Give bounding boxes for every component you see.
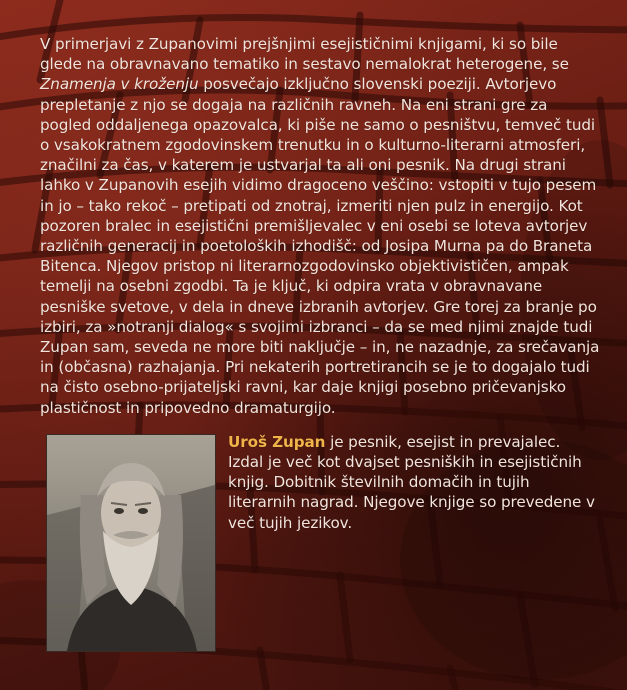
back-cover-text bbox=[40, 34, 600, 650]
description-paragraph bbox=[40, 34, 600, 418]
book-title: Znamenja v kroženju bbox=[40, 75, 199, 94]
description-text-rest: posvečajo izključno slovenski poeziji. Avtorjevo prepletanje z njo se dogaja na različnih ravneh. Na eni strani gre za pogled oddaljenega opazovalca, ki piše ne samo o pesništvu, temveč tudi o vsakokratnem zgodovinskem trenutku in o kulturno-literarni atmosferi, značilni za čas, v katerem je ustvarjal ta ali oni pesnik. Na drugi strani lahko v Zupanovih esejih vidimo dragoceno veščino: vstopiti v tujo pesem in jo – tako rekoč – pretipati od znotraj, izmeriti njen pulz in energijo. Kot pozoren bralec in esejistični premišljevalec v eni osebi se loteva avtorjev različnih generacij in poetoloških izhodišč: od Josipa Murna pa do Braneta Bitenca. Njegov pristop ni literarnozgodovinsko objektivističen, ampak temelji na osebni zgodbi. Ta je ključ, ki odpira vrata v obravnavane pesniške svetove, v dela in dneve izbranih avtorjev. Gre torej za branje po izbiri, za »notranji dialog« s svojimi izbranci – da se med njimi znajde tudi Zupan sam, seveda ne more biti naključje – in, ne nazadnje, za srečavanja in (občasna) razhajanja. Pri nekaterih portretirancih se je to dogajalo tudi na čisto osebno-prijateljski ravni, kar daje knjigi posebno pričevanjsko plastičnost in pripovedno dramaturgijo. bbox=[40, 75, 600, 417]
author-portrait-image bbox=[47, 435, 215, 651]
author-bio-text: je pesnik, esejist in prevajalec. Izdal je več kot dvajset pesniških in esejističnih knjig. Dobitnik številnih domačih in tujih literarnih nagrad. Njegove knjige so prevedene v več tujih jezikov. bbox=[228, 432, 595, 532]
author-bio-section bbox=[40, 432, 600, 533]
author-photo bbox=[46, 434, 216, 652]
description-text-start: V primerjavi z Zupanovimi prejšnjimi esejističnimi knjigami, ki so bile glede na obravnavano tematiko in sestavo nemalokrat heterogene, se bbox=[40, 35, 569, 74]
author-name: Uroš Zupan bbox=[228, 432, 326, 451]
